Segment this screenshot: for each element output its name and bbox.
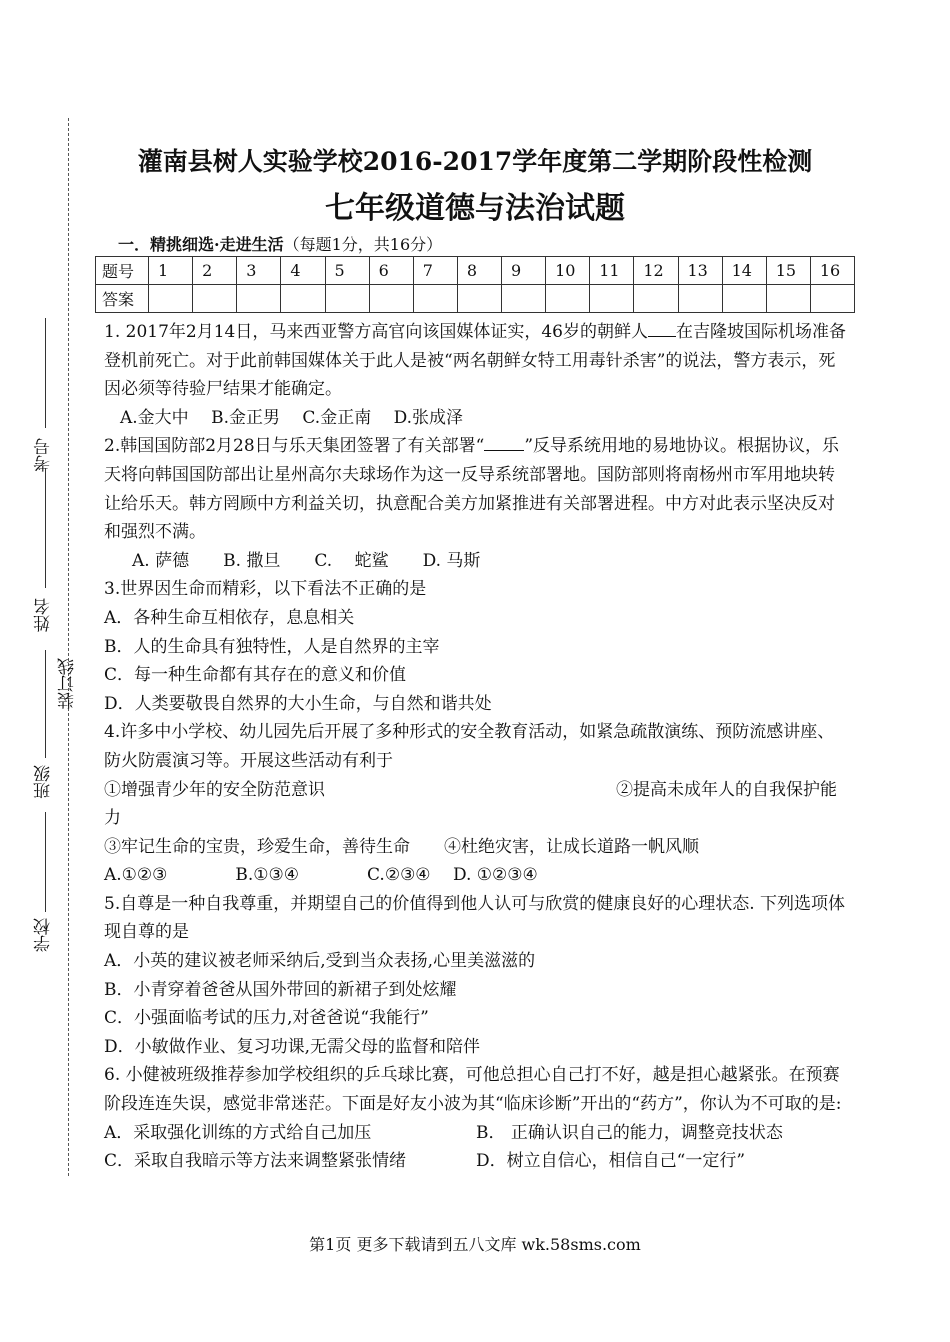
q2-stem-a: 2.韩国国防部2月28日与乐天集团签署了有关部署“ <box>104 436 485 457</box>
answer-cell[interactable] <box>281 285 325 313</box>
q4-item-2: ②提高未成年人的自我保护能力 <box>104 779 837 829</box>
q4-items-3-4: ③牢记生命的宝贵，珍爱生命，善待生命 ④杜绝灾害，让成长道路一帆风顺 <box>104 836 699 857</box>
binding-dashed-line <box>68 118 69 1176</box>
q1-stem-a: 1. 2017年2月14日，马来西亚警方高官向该国媒体证实，46岁的朝鲜人 <box>104 322 648 342</box>
exam-no-line <box>45 318 46 428</box>
q4-options: A.①②③ B.①③④ C.②③④ D. ①②③④ <box>104 865 538 886</box>
answer-cell[interactable] <box>766 285 810 313</box>
answer-cell[interactable] <box>502 285 546 313</box>
section-title: 一．精挑细选·走进生活 <box>118 235 284 254</box>
answer-cell[interactable] <box>413 285 457 313</box>
class-label: 班级 <box>34 765 54 799</box>
answer-table <box>95 256 855 313</box>
q5-option-a: A．小英的建议被老师采纳后,受到当众表扬,心里美滋滋的 <box>104 951 536 972</box>
answer-cell[interactable] <box>634 285 678 313</box>
q3-option-d: D．人类要敬畏自然界的大小生命，与自然和谐共处 <box>104 693 492 714</box>
q6-stem: 6. 小健被班级推荐参加学校组织的乒乓球比赛，可他总担心自己打不好，越是担心越紧张。在预赛阶段连连失误，感觉非常迷茫。下面是好友小波为其“临床诊断”开出的“药方”，你认为不可取的是: <box>104 1065 842 1115</box>
table-cell: 13 <box>678 257 722 285</box>
section-note: （每题1分，共16分） <box>283 235 443 254</box>
row-label-answer: 答案 <box>96 285 149 313</box>
q6-option-d: D．树立自信心，相信自己“一定行” <box>476 1151 746 1172</box>
q6-option-a: A．采取强化训练的方式给自己加压 <box>104 1122 372 1143</box>
q3-option-b: B．人的生命具有独特性，人是自然界的主宰 <box>104 636 440 657</box>
q5-option-b: B．小青穿着爸爸从国外带回的新裙子到处炫耀 <box>104 979 457 1000</box>
table-cell: 5 <box>325 257 369 285</box>
answer-cell[interactable] <box>722 285 766 313</box>
q2-blank <box>484 432 524 451</box>
table-cell: 6 <box>369 257 413 285</box>
school-line <box>45 812 46 912</box>
table-cell: 3 <box>237 257 281 285</box>
q5-stem: 5.自尊是一种自我尊重，并期望自己的价值得到他人认可与欣赏的健康良好的心理状态. 下列选项体现自尊的是 <box>104 893 846 943</box>
answer-cell[interactable] <box>678 285 722 313</box>
table-cell: 11 <box>590 257 634 285</box>
q5-option-d: D．小敏做作业、复习功课,无需父母的监督和陪伴 <box>104 1036 481 1057</box>
question-2 <box>104 432 848 546</box>
answer-cell[interactable] <box>149 285 193 313</box>
q1-blank <box>648 318 676 337</box>
school-label: 学校 <box>34 918 54 952</box>
q5-option-c: C．小强面临考试的压力,对爸爸说“我能行” <box>104 1008 429 1029</box>
page-footer: 第1页 更多下载请到五八文库 wk.58sms.com <box>309 1235 641 1254</box>
exam-title: 灌南县树人实验学校2016-2017学年度第二学期阶段性检测 <box>137 147 813 176</box>
answer-cell[interactable] <box>193 285 237 313</box>
table-cell: 7 <box>413 257 457 285</box>
table-cell: 15 <box>766 257 810 285</box>
answer-cell[interactable] <box>546 285 590 313</box>
q4-stem: 4.许多中小学校、幼儿园先后开展了多种形式的安全教育活动，如紧急疏散演练、预防流感讲座、防火防震演习等。开展这些活动有利于 <box>104 722 835 771</box>
table-cell: 16 <box>810 257 854 285</box>
table-cell: 4 <box>281 257 325 285</box>
answer-cell[interactable] <box>457 285 501 313</box>
table-cell: 10 <box>546 257 590 285</box>
q2-stem-b: ”反导系统用地的易地协议。根据协议，乐天将向韩国国防部出让星州高尔夫球场作为这一反导系统部署地。国防部则将南杨州市军用地块转让给乐天。韩方罔顾中方利益关切，执意配合美方加紧推进有关部署进程。中方对此表示坚决反对和强烈不满。 <box>104 436 840 543</box>
q4-item-1: ①增强青少年的安全防范意识 <box>104 779 325 800</box>
binding-line-label: 装订线 <box>58 658 78 709</box>
q6-option-c: C．采取自我暗示等方法来调整紧张情绪 <box>104 1151 407 1172</box>
table-cell: 14 <box>722 257 766 285</box>
answer-cell[interactable] <box>237 285 281 313</box>
class-line <box>45 650 46 758</box>
q1-options: A.金大中 B.金正男 C.金正南 D.张成泽 <box>120 407 464 428</box>
answer-cell[interactable] <box>810 285 854 313</box>
q2-options: A. 萨德 B. 撒旦 C. 蛇鲨 D. 马斯 <box>132 550 481 571</box>
q3-option-a: A．各种生命互相依存，息息相关 <box>104 607 355 628</box>
answer-cell[interactable] <box>325 285 369 313</box>
table-cell: 2 <box>193 257 237 285</box>
table-row-numbers <box>96 257 855 285</box>
table-row-answers <box>96 285 855 313</box>
q6-options-row1 <box>104 1119 848 1148</box>
name-label: 姓名 <box>34 598 54 632</box>
table-cell: 12 <box>634 257 678 285</box>
name-line <box>45 468 46 588</box>
table-cell: 9 <box>502 257 546 285</box>
question-list <box>104 318 848 1176</box>
answer-cell[interactable] <box>590 285 634 313</box>
table-cell: 8 <box>457 257 501 285</box>
exam-no-label: 考号 <box>34 438 54 472</box>
q6-options-row2 <box>104 1147 848 1176</box>
q4-items-1-2 <box>104 776 848 833</box>
section-heading <box>118 232 442 255</box>
q6-option-b: B． 正确认识自己的能力，调整竞技状态 <box>476 1122 783 1143</box>
question-1 <box>104 318 848 404</box>
q1-stem-b: 在吉隆坡国际机场准备登机前死亡。对于此前韩国媒体关于此人是被“两名朝鲜女特工用毒针杀害”的说法，警方表示，死因必须等待验尸结果才能确定。 <box>104 322 846 400</box>
exam-subtitle: 七年级道德与法治试题 <box>325 191 625 226</box>
q3-option-c: C．每一种生命都有其存在的意义和价值 <box>104 665 407 686</box>
table-cell: 1 <box>149 257 193 285</box>
row-label-number: 题号 <box>96 257 149 285</box>
answer-cell[interactable] <box>369 285 413 313</box>
q3-stem: 3.世界因生命而精彩，以下看法不正确的是 <box>104 579 427 600</box>
